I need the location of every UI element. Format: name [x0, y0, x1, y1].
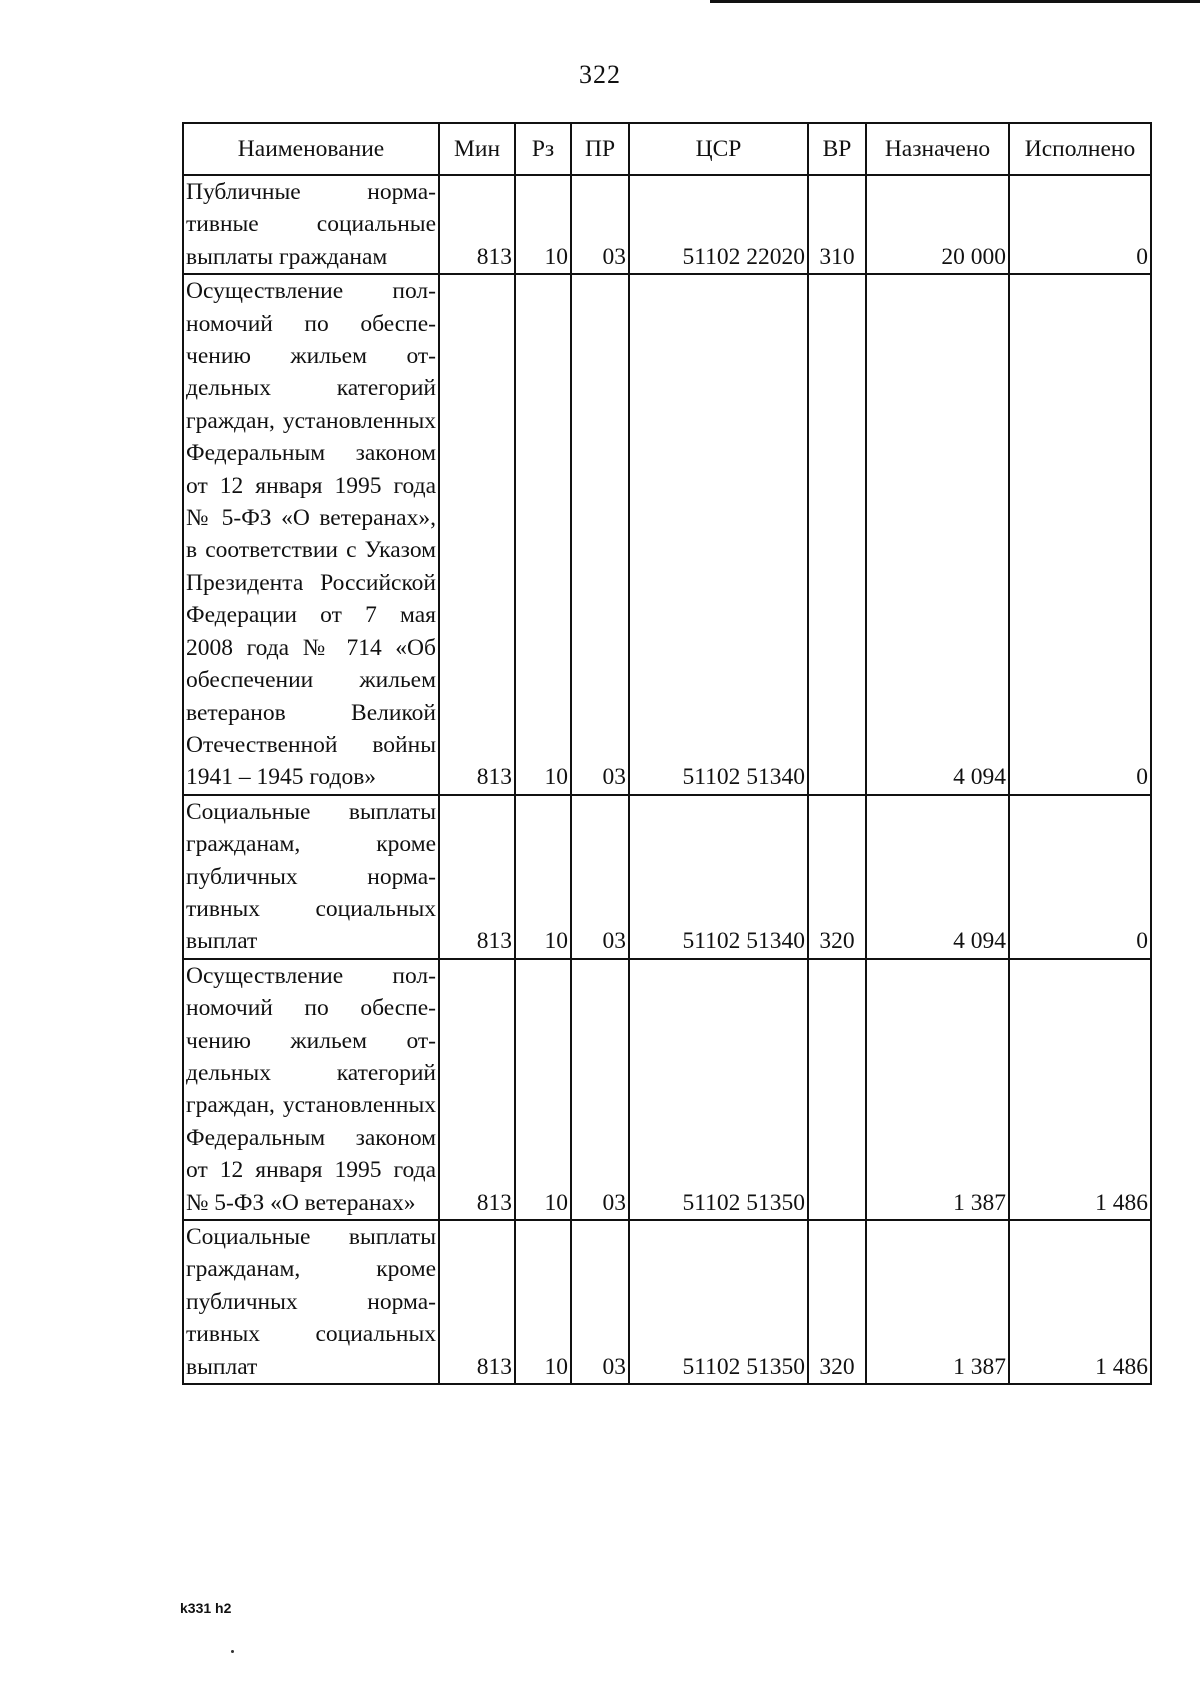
- cell-vr: 320: [808, 795, 866, 959]
- header-min: Мин: [439, 123, 515, 175]
- header-name: Наименование: [183, 123, 439, 175]
- table-row: [183, 1220, 1151, 1384]
- table-row: [183, 795, 1151, 959]
- cell-executed: 0: [1009, 795, 1151, 959]
- budget-table: [182, 122, 1152, 1385]
- table-row: [183, 274, 1151, 795]
- cell-pr: 03: [571, 274, 629, 795]
- stray-dot: [231, 1650, 234, 1653]
- cell-name: Социальные выплаты гражданам, кроме публичных нормативных социальных выплат: [183, 1220, 439, 1384]
- cell-assigned: 1 387: [866, 959, 1009, 1220]
- table-header-row: [183, 123, 1151, 175]
- cell-pr: 03: [571, 175, 629, 274]
- cell-pr: 03: [571, 959, 629, 1220]
- cell-vr: [808, 959, 866, 1220]
- cell-executed: 0: [1009, 274, 1151, 795]
- cell-min: 813: [439, 795, 515, 959]
- cell-assigned: 4 094: [866, 274, 1009, 795]
- cell-min: 813: [439, 1220, 515, 1384]
- header-rz: Рз: [515, 123, 571, 175]
- cell-rz: 10: [515, 175, 571, 274]
- cell-pr: 03: [571, 1220, 629, 1384]
- cell-assigned: 4 094: [866, 795, 1009, 959]
- cell-csr: 51102 51350: [629, 1220, 808, 1384]
- cell-vr: [808, 274, 866, 795]
- cell-pr: 03: [571, 795, 629, 959]
- top-rule: [710, 0, 1200, 3]
- header-assigned: Назначено: [866, 123, 1009, 175]
- cell-vr: 310: [808, 175, 866, 274]
- cell-executed: 1 486: [1009, 1220, 1151, 1384]
- cell-assigned: 20 000: [866, 175, 1009, 274]
- cell-rz: 10: [515, 795, 571, 959]
- cell-csr: 51102 51340: [629, 795, 808, 959]
- cell-csr: 51102 22020: [629, 175, 808, 274]
- cell-min: 813: [439, 175, 515, 274]
- cell-name: Осуществление полномочий по обеспечению жильем отдельных категорий граждан, установленных Федеральным законом от 12 января 1995 года № 5-ФЗ «О ветеранах»: [183, 959, 439, 1220]
- cell-executed: 1 486: [1009, 959, 1151, 1220]
- footer-code: k331 h2: [180, 1600, 232, 1616]
- cell-csr: 51102 51350: [629, 959, 808, 1220]
- cell-name: Публичные нормативные социальные выплаты гражданам: [183, 175, 439, 274]
- cell-vr: 320: [808, 1220, 866, 1384]
- table-row: [183, 959, 1151, 1220]
- cell-min: 813: [439, 959, 515, 1220]
- cell-name: Осуществление полномочий по обеспечению жильем отдельных категорий граждан, установленных Федеральным законом от 12 января 1995 года № 5-ФЗ «О ветеранах», в соответствии с Указом Президента Российской Федерации от 7 мая 2008 года № 714 «Об обеспечении жильем ветеранов Великой Отечественной войны 1941 – 1945 годов»: [183, 274, 439, 795]
- cell-rz: 10: [515, 959, 571, 1220]
- table-row: [183, 175, 1151, 274]
- header-vr: ВР: [808, 123, 866, 175]
- cell-name: Социальные выплаты гражданам, кроме публичных нормативных социальных выплат: [183, 795, 439, 959]
- cell-csr: 51102 51340: [629, 274, 808, 795]
- header-pr: ПР: [571, 123, 629, 175]
- cell-rz: 10: [515, 1220, 571, 1384]
- cell-min: 813: [439, 274, 515, 795]
- header-executed: Исполнено: [1009, 123, 1151, 175]
- cell-rz: 10: [515, 274, 571, 795]
- page-number: 322: [579, 60, 621, 89]
- cell-assigned: 1 387: [866, 1220, 1009, 1384]
- header-csr: ЦСР: [629, 123, 808, 175]
- cell-executed: 0: [1009, 175, 1151, 274]
